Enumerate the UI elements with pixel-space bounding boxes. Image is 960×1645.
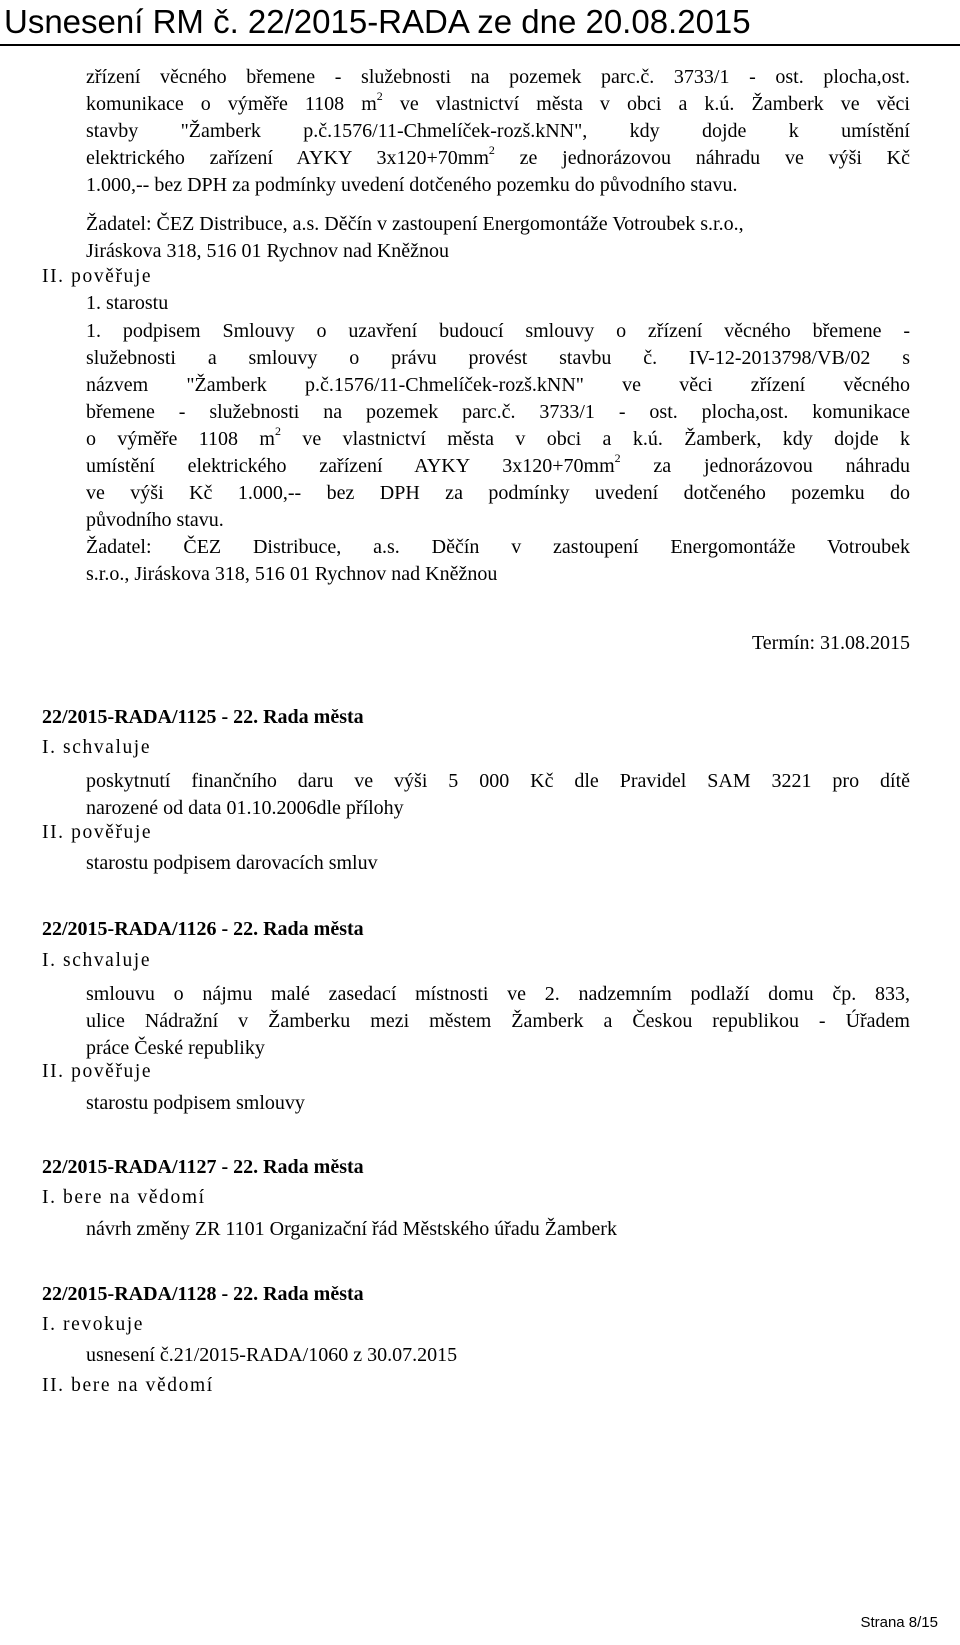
section-label-bere-na-vedomi: I. bere na vědomí — [42, 1187, 206, 1208]
task-line: 1. podpisem Smlouvy o uzavření budoucí smlouvy o zřízení věcného břemene - — [86, 320, 910, 342]
intro-line: stavby "Žamberk p.č.1576/11-Chmelíček-rozš.kNN", kdy dojde k umístění — [86, 120, 910, 142]
assignee-item: 1. starostu — [86, 292, 169, 314]
header-divider — [0, 44, 960, 46]
intro-line: zřízení věcného břemene - služebnosti na pozemek parc.č. 3733/1 - ost. plocha,ost. — [86, 66, 910, 88]
page-number: Strana 8/15 — [860, 1614, 938, 1631]
section-label-schvaluje: I. schvaluje — [42, 950, 152, 971]
task-line: ve výši Kč 1.000,-- bez DPH za podmínky uvedení dotčeného pozemku do — [86, 482, 910, 504]
task-line: služebnosti a smlouvy o právu provést stavbu č. IV-12-2013798/VB/02 s — [86, 347, 910, 369]
section-label-schvaluje: I. schvaluje — [42, 737, 152, 758]
task-line: Žadatel: ČEZ Distribuce, a.s. Děčín v zastoupení Energomontáže Votroubek — [86, 536, 910, 558]
resolution-text-1128: usnesení č.21/2015-RADA/1060 z 30.07.2015 — [86, 1344, 458, 1366]
resolution-heading-1127: 22/2015-RADA/1127 - 22. Rada města — [42, 1156, 364, 1178]
resolution-line: narozené od data 01.10.2006dle přílohy — [86, 797, 404, 819]
task-line: původního stavu. — [86, 509, 224, 531]
task-line: o výměře 1108 $m^2$ ve vlastnictví města v obci a k.ú. Žamberk, kdy dojde k — [86, 424, 910, 450]
resolution-task-1125: starostu podpisem darovacích smluv — [86, 852, 378, 874]
intro-line: 1.000,-- bez DPH za podmínky uvedení dotčeného pozemku do původního stavu. — [86, 174, 738, 196]
resolution-line: poskytnutí finančního daru ve výši 5 000 Kč dle Pravidel SAM 3221 pro dítě — [86, 770, 910, 792]
intro-line: komunikace o výměře 1108 $m^2$ ve vlastnictví města v obci a k.ú. Žamberk ve věci — [86, 89, 910, 115]
section-label-povehuje: II. pověřuje — [42, 266, 153, 287]
resolution-task-1126: starostu podpisem smlouvy — [86, 1092, 305, 1114]
task-paragraph — [86, 318, 910, 588]
section-label-povehuje: II. pověřuje — [42, 1061, 153, 1082]
resolution-heading-1126: 22/2015-RADA/1126 - 22. Rada města — [42, 918, 364, 940]
resolution-text-1127: návrh změny ZR 1101 Organizační řád Městského úřadu Žamberk — [86, 1218, 617, 1240]
task-line: názvem "Žamberk p.č.1576/11-Chmelíček-rozš.kNN" ve věci zřízení věcného — [86, 374, 910, 396]
task-line: umístění elektrického zařízení AYKY $3x120+70mm^2$ za jednorázovou náhradu — [86, 451, 910, 477]
applicant-line: Žadatel: ČEZ Distribuce, a.s. Děčín v zastoupení Energomontáže Votroubek s.r.o., — [86, 213, 744, 235]
resolution-text-1126 — [86, 981, 910, 1062]
resolution-heading-1128: 22/2015-RADA/1128 - 22. Rada města — [42, 1283, 364, 1305]
task-line: břemene - služebnosti na pozemek parc.č. 3733/1 - ost. plocha,ost. komunikace — [86, 401, 910, 423]
resolution-line: smlouvu o nájmu malé zasedací místnosti ve 2. nadzemním podlaží domu čp. 833, — [86, 983, 910, 1005]
resolution-line: ulice Nádražní v Žamberku mezi městem Žamberk a Českou republikou - Úřadem — [86, 1010, 910, 1032]
applicant-paragraph — [86, 211, 910, 265]
section-label-bere-na-vedomi: II. bere na vědomí — [42, 1375, 214, 1396]
task-line: s.r.o., Jiráskova 318, 516 01 Rychnov nad Kněžnou — [86, 563, 498, 585]
resolution-heading-1125: 22/2015-RADA/1125 - 22. Rada města — [42, 706, 364, 728]
intro-paragraph — [86, 64, 910, 199]
intro-line: elektrického zařízení AYKY $3x120+70mm^2$ ze jednorázovou náhradu ve výši Kč — [86, 143, 910, 169]
resolution-line: práce České republiky — [86, 1037, 265, 1059]
page-title: Usnesení RM č. 22/2015-RADA ze dne 20.08.2015 — [4, 3, 751, 40]
section-label-revokuje: I. revokuje — [42, 1314, 145, 1335]
section-label-povehuje: II. pověřuje — [42, 822, 153, 843]
deadline: Termín: 31.08.2015 — [751, 632, 910, 654]
resolution-text-1125 — [86, 768, 910, 822]
applicant-line: Jiráskova 318, 516 01 Rychnov nad Kněžnou — [86, 240, 450, 262]
